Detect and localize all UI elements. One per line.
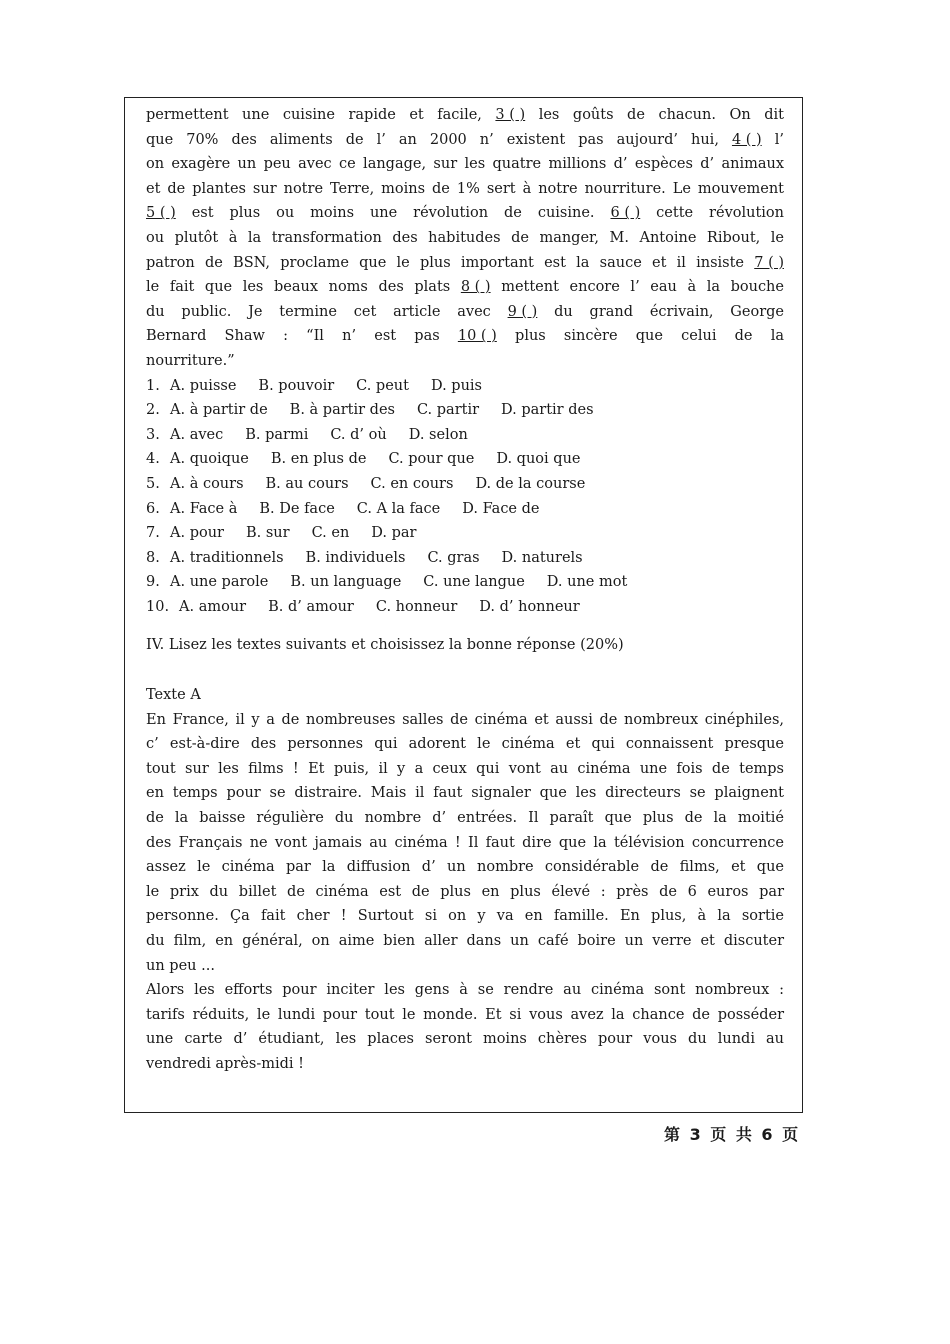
option-row	[146, 521, 784, 546]
passage-line: que 70% des aliments de l’ an 2000 n’ existent pas aujourd’ hui, 4 ( ) l’	[146, 128, 784, 153]
passage-line: on exagère un peu avec ce langage, sur les quatre millions d’ espèces d’ animaux	[146, 156, 784, 173]
option-c: C. partir	[416, 402, 480, 419]
texte-a-line: c’ est-à-dire des personnes qui adorent le cinéma et qui connaissent presque	[146, 736, 784, 753]
option-number: 5.	[146, 475, 160, 492]
options-list	[146, 374, 784, 620]
option-b: B. parmi	[245, 426, 309, 443]
page-content	[146, 103, 784, 1077]
option-b: B. un language	[290, 574, 402, 591]
texte-a-line: personne. Ça fait cher ! Surtout si on y va en famille. En plus, à la sortie	[146, 908, 784, 925]
option-c: C. en	[311, 525, 350, 542]
texte-a-line: assez le cinéma par la diffusion d’ un nombre considérable de films, et que	[146, 859, 784, 876]
texte-a-line: du film, en général, on aime bien aller dans un café boire un verre et discuter	[146, 933, 784, 949]
texte-a-line: tout sur les films ! Et puis, il y a ceux qui vont au cinéma une fois de temps	[146, 760, 784, 777]
option-b: B. pouvoir	[258, 377, 335, 394]
option-a: A. amour	[179, 598, 247, 615]
option-number: 7.	[146, 525, 160, 542]
option-number: 4.	[146, 451, 160, 468]
texte-a-line: En France, il y a de nombreuses salles de cinéma et aussi de nombreux cinéphiles,	[146, 711, 784, 728]
blank-8: 8 ( )	[460, 279, 491, 296]
option-c: C. gras	[427, 549, 480, 566]
option-d: D. une mot	[546, 574, 628, 591]
texte-a-body	[146, 708, 784, 1077]
option-c: C. d’ où	[330, 426, 387, 443]
passage-line: 5 ( ) est plus ou moins une révolution de cuisine. 6 ( ) cette révolution	[146, 201, 784, 226]
option-d: D. puis	[430, 377, 482, 394]
passage-line: nourriture.”	[146, 352, 235, 369]
option-c: C. pour que	[388, 451, 475, 468]
option-a: A. à partir de	[170, 402, 268, 419]
option-row	[146, 497, 784, 522]
option-row	[146, 472, 784, 497]
option-a: A. une parole	[170, 574, 269, 591]
option-row	[146, 423, 784, 448]
option-number: 2.	[146, 402, 160, 419]
option-d: D. d’ honneur	[479, 598, 580, 615]
option-a: A. traditionnels	[170, 549, 284, 566]
option-d: D. naturels	[501, 549, 583, 566]
blank-9: 9 ( )	[507, 303, 538, 320]
option-a: A. avec	[170, 426, 224, 443]
option-d: D. partir des	[501, 402, 594, 419]
passage-line: ou plutôt à la transformation des habitudes de manger, M. Antoine Ribout, le	[146, 229, 784, 246]
page-number-footer: 第 3 页 共 6 页	[664, 1125, 801, 1144]
option-row	[146, 447, 784, 472]
texte-a-line: le prix du billet de cinéma est de plus en plus élevé : près de 6 euros par	[146, 883, 784, 900]
passage-line: du public. Je termine cet article avec 9 ( ) du grand écrivain, George	[146, 300, 784, 325]
texte-a-line: de la baisse régulière du nombre d’ entrées. Il paraît que plus de la moitié	[146, 810, 784, 827]
blank-3: 3 ( )	[495, 107, 526, 123]
texte-a-line: des Français ne vont jamais au cinéma ! Il faut dire que la télévision concurrence	[146, 834, 784, 851]
option-b: B. à partir des	[289, 402, 395, 419]
option-b: B. au cours	[265, 475, 349, 492]
texte-a-line: en temps pour se distraire. Mais il faut signaler que les directeurs se plaignent	[146, 785, 784, 802]
option-d: D. Face de	[462, 500, 540, 517]
blank-6: 6 ( )	[610, 205, 641, 222]
option-a: A. pour	[170, 525, 224, 542]
option-c: C. en cours	[370, 475, 454, 492]
option-c: C. une langue	[423, 574, 525, 591]
blank-4: 4 ( )	[731, 131, 762, 148]
option-row	[146, 374, 784, 399]
option-number: 10.	[146, 598, 170, 615]
option-row	[146, 398, 784, 423]
passage-line: patron de BSN, proclame que le plus important est la sauce et il insiste 7 ( )	[146, 251, 784, 276]
passage-line: permettent une cuisine rapide et facile, 3 ( ) les goûts de chacun. On dit	[146, 103, 784, 128]
option-b: B. en plus de	[270, 451, 367, 468]
option-d: D. selon	[408, 426, 468, 443]
option-c: C. A la face	[356, 500, 441, 517]
option-a: A. quoique	[170, 451, 249, 468]
option-row	[146, 570, 784, 595]
blank-10: 10 ( )	[457, 328, 497, 345]
option-a: A. à cours	[170, 475, 244, 492]
option-d: D. quoi que	[496, 451, 581, 468]
texte-a-line: une carte d’ étudiant, les places seront moins chères pour vous du lundi au	[146, 1031, 784, 1048]
texte-a-line: Alors les efforts pour inciter les gens à se rendre au cinéma sont nombreux :	[146, 982, 784, 999]
texte-a-label: Texte A	[146, 687, 201, 704]
option-c: C. peut	[356, 377, 409, 394]
option-number: 8.	[146, 549, 160, 566]
section-iv-title: IV. Lisez les textes suivants et choisissez la bonne réponse (20%)	[146, 637, 624, 654]
blank-7: 7 ( )	[754, 254, 784, 271]
option-number: 9.	[146, 574, 160, 591]
option-number: 1.	[146, 377, 160, 394]
option-d: D. par	[371, 525, 417, 542]
option-d: D. de la course	[475, 475, 586, 492]
option-b: B. individuels	[305, 549, 406, 566]
blank-5: 5 ( )	[146, 205, 176, 222]
option-row	[146, 595, 784, 620]
texte-a-line: un peu ...	[146, 957, 215, 974]
option-b: B. sur	[245, 525, 290, 542]
option-a: A. puisse	[170, 377, 237, 394]
option-b: B. d’ amour	[268, 598, 354, 615]
passage-line: Bernard Shaw : “Il n’ est pas 10 ( ) plus sincère que celui de la	[146, 324, 784, 349]
texte-a-line: tarifs réduits, le lundi pour tout le monde. Et si vous avez la chance de posséder	[146, 1006, 784, 1023]
option-number: 3.	[146, 426, 160, 443]
option-row	[146, 546, 784, 571]
passage-line: le fait que les beaux noms des plats 8 ( ) mettent encore l’ eau à la bouche	[146, 275, 784, 300]
option-a: A. Face à	[170, 500, 238, 517]
texte-a-line: vendredi après-midi !	[146, 1055, 304, 1072]
option-number: 6.	[146, 500, 160, 517]
option-c: C. honneur	[375, 598, 458, 615]
passage-line: et de plantes sur notre Terre, moins de 1% sert à notre nourriture. Le mouvement	[146, 180, 784, 197]
option-b: B. De face	[259, 500, 335, 517]
